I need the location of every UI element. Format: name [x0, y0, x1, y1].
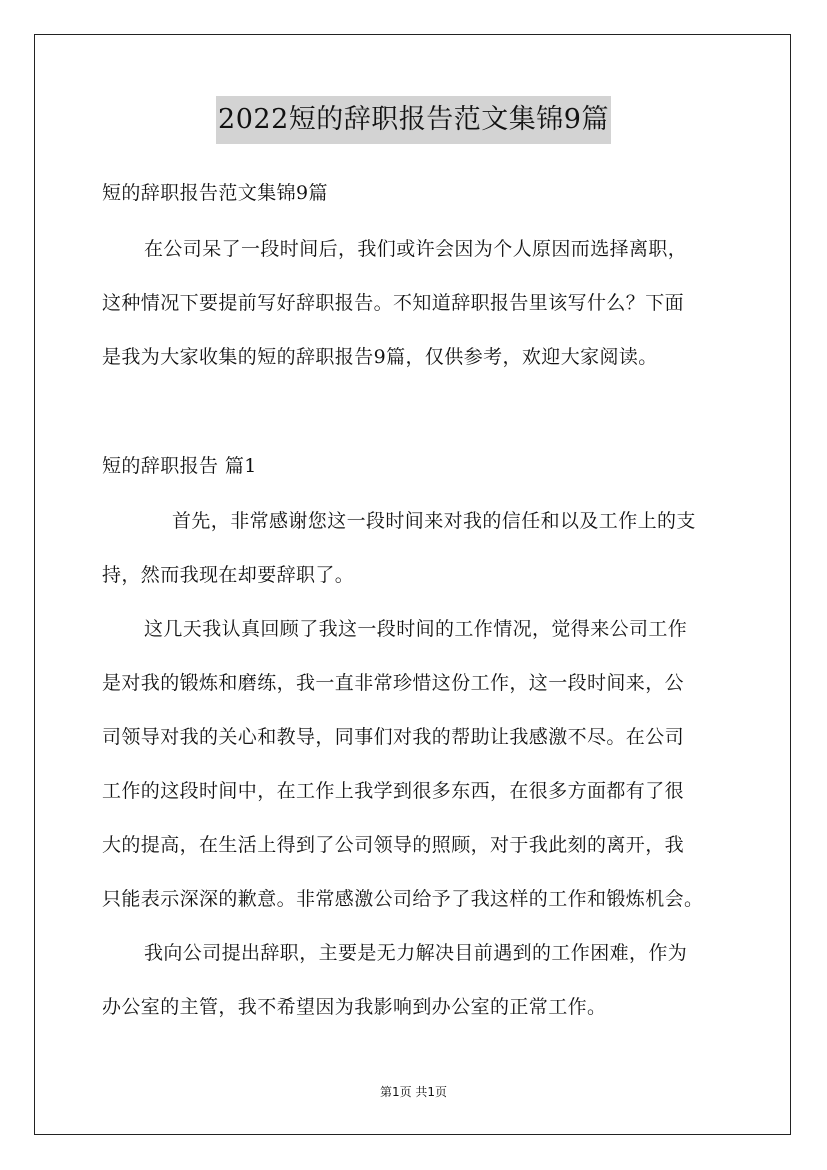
- section-heading: 短的辞职报告 篇1: [102, 455, 257, 477]
- body-line: 这几天我认真回顾了我这一段时间的工作情况，觉得来公司工作: [144, 618, 688, 640]
- body-line: 工作的这段时间中，在工作上我学到很多东西，在很多方面都有了很: [102, 780, 685, 802]
- body-line: 大的提高，在生活上得到了公司领导的照顾，对于我此刻的离开，我: [102, 834, 685, 856]
- body-line: 我向公司提出辞职，主要是无力解决目前遇到的工作困难，作为: [144, 942, 688, 964]
- page-footer: 第1页 共1页: [379, 1085, 448, 1099]
- intro-line: 这种情况下要提前写好辞职报告。不知道辞职报告里该写什么？下面: [102, 292, 685, 314]
- document-subtitle: 短的辞职报告范文集锦9篇: [102, 182, 328, 204]
- intro-line: 是我为大家收集的短的辞职报告9篇，仅供参考，欢迎大家阅读。: [102, 346, 658, 368]
- body-line: 办公室的主管，我不希望因为我影响到办公室的正常工作。: [102, 996, 607, 1018]
- body-line: 持，然而我现在却要辞职了。: [102, 564, 355, 586]
- title-container: [0, 96, 827, 144]
- body-line: 首先，非常感谢您这一段时间来对我的信任和以及工作上的支: [172, 510, 696, 532]
- body-line: 司领导对我的关心和教导，同事们对我的帮助让我感激不尽。在公司: [102, 726, 685, 748]
- body-line: 是对我的锻炼和磨练，我一直非常珍惜这份工作，这一段时间来，公: [102, 672, 685, 694]
- document-title: 2022短的辞职报告范文集锦9篇: [216, 96, 611, 144]
- intro-line: 在公司呆了一段时间后，我们或许会因为个人原因而选择离职，: [144, 238, 688, 260]
- body-line: 只能表示深深的歉意。非常感激公司给予了我这样的工作和锻炼机会。: [102, 888, 704, 910]
